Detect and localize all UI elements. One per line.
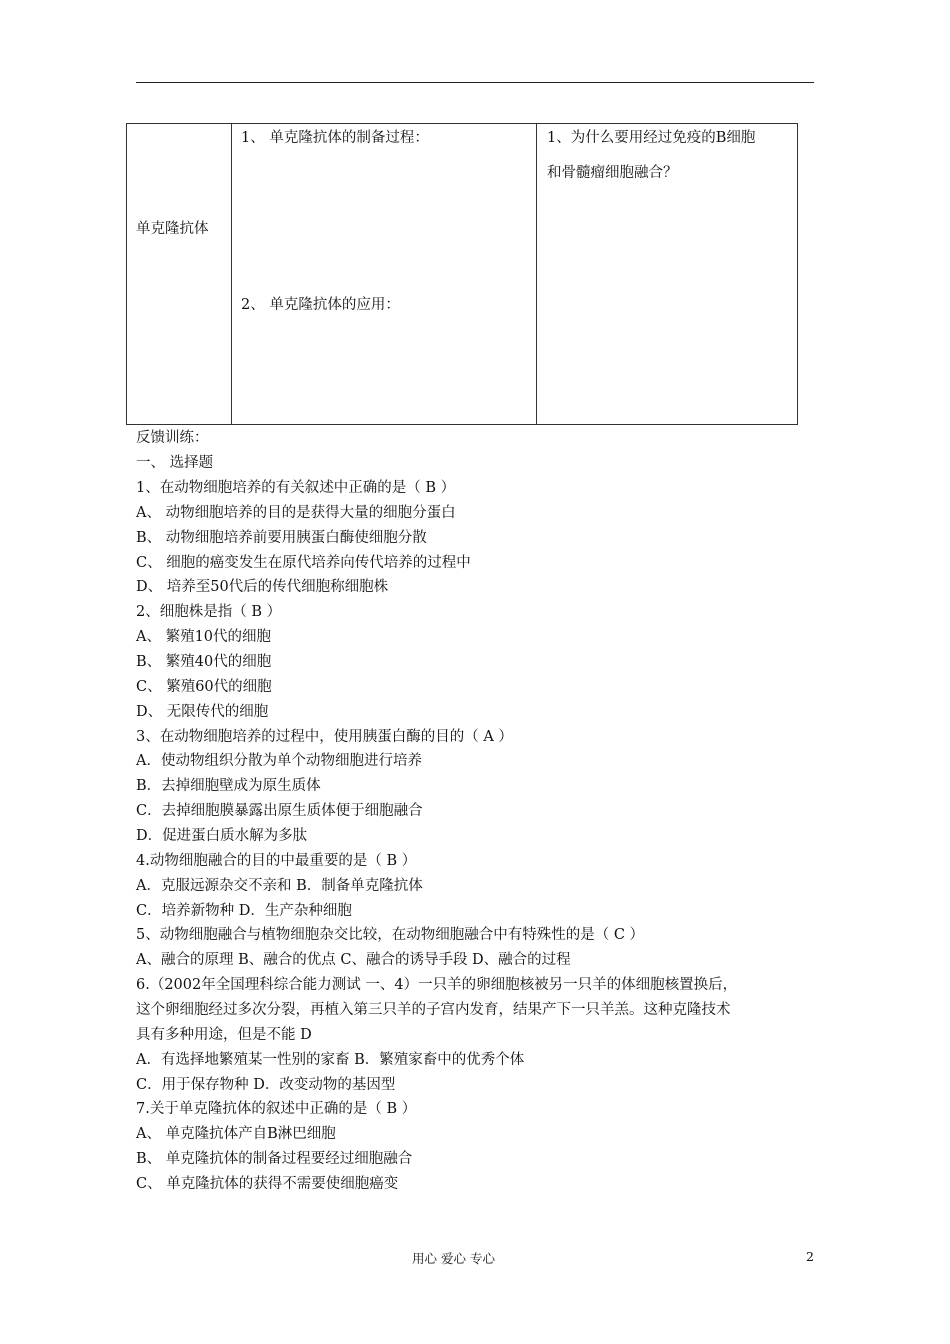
text-line: 3、在动物细胞培养的过程中，使用胰蛋白酶的目的（ A ） (136, 729, 513, 745)
text-line: A、 动物细胞培养的目的是获得大量的细胞分蛋白 (136, 505, 456, 521)
text-line: C、 单克隆抗体的获得不需要使细胞癌变 (136, 1176, 399, 1192)
middle-item-1: 1、 单克隆抗体的制备过程： (241, 130, 429, 146)
text-line: A、 繁殖10代的细胞 (136, 629, 272, 645)
text-line: 具有多种用途，但是不能 D (136, 1027, 312, 1043)
footer-text: 用心 爱心 专心 (412, 1251, 495, 1266)
text-line: C．培养新物种 D．生产杂种细胞 (136, 903, 352, 919)
text-line: 7.关于单克隆抗体的叙述中正确的是（ B ） (136, 1101, 417, 1117)
text-line: B、 动物细胞培养前要用胰蛋白酶使细胞分散 (136, 530, 427, 546)
text-line: A．克服远源杂交不亲和 B．制备单克隆抗体 (136, 878, 423, 894)
table-label-cell (127, 124, 232, 425)
text-line: B、 单克隆抗体的制备过程要经过细胞融合 (136, 1151, 413, 1167)
header-rule (136, 82, 814, 83)
text-line: 反馈训练： (136, 430, 209, 446)
text-line: C．用于保存物种 D．改变动物的基因型 (136, 1077, 396, 1093)
text-line: B、 繁殖40代的细胞 (136, 654, 272, 670)
text-line: D、 培养至50代后的传代细胞称细胞株 (136, 579, 389, 595)
text-line: C、 繁殖60代的细胞 (136, 679, 272, 695)
right-line-2: 和骨髓瘤细胞融合？ (547, 165, 678, 181)
text-line: C、 细胞的癌变发生在原代培养向传代培养的过程中 (136, 555, 471, 571)
table-right-cell (537, 124, 798, 425)
text-line: D．促进蛋白质水解为多肽 (136, 828, 308, 844)
section-table (126, 123, 798, 425)
text-line: 1、在动物细胞培养的有关叙述中正确的是（ B ） (136, 480, 456, 496)
table-middle-cell (232, 124, 537, 425)
text-line: B．去掉细胞壁成为原生质体 (136, 778, 321, 794)
text-line: 6.（2002年全国理科综合能力测试 一、4）一只羊的卵细胞核被另一只羊的体细胞核置换后， (136, 977, 738, 993)
text-line: 2、细胞株是指（ B ） (136, 604, 282, 620)
text-line: A．有选择地繁殖某一性别的家畜 B．繁殖家畜中的优秀个体 (136, 1052, 525, 1068)
right-line-1: 1、为什么要用经过免疫的B细胞 (547, 130, 756, 146)
text-line: 一、 选择题 (136, 455, 214, 471)
text-line: 5、动物细胞融合与植物细胞杂交比较，在动物细胞融合中有特殊性的是（ C ） (136, 927, 645, 943)
table-row-label: 单克隆抗体 (136, 221, 209, 237)
text-line: 4.动物细胞融合的目的中最重要的是（ B ） (136, 853, 417, 869)
text-line: A、 单克隆抗体产自B淋巴细胞 (136, 1126, 336, 1142)
text-line: A．使动物组织分散为单个动物细胞进行培养 (136, 753, 422, 769)
text-line: 这个卵细胞经过多次分裂，再植入第三只羊的子宫内发育，结果产下一只羊羔。这种克隆技术 (136, 1002, 731, 1018)
text-line: A、融合的原理 B、融合的优点 C、融合的诱导手段 D、融合的过程 (136, 952, 571, 968)
text-line: C．去掉细胞膜暴露出原生质体便于细胞融合 (136, 803, 423, 819)
page-number: 2 (806, 1249, 814, 1264)
text-line: D、 无限传代的细胞 (136, 704, 269, 720)
middle-item-2: 2、 单克隆抗体的应用： (241, 297, 400, 313)
